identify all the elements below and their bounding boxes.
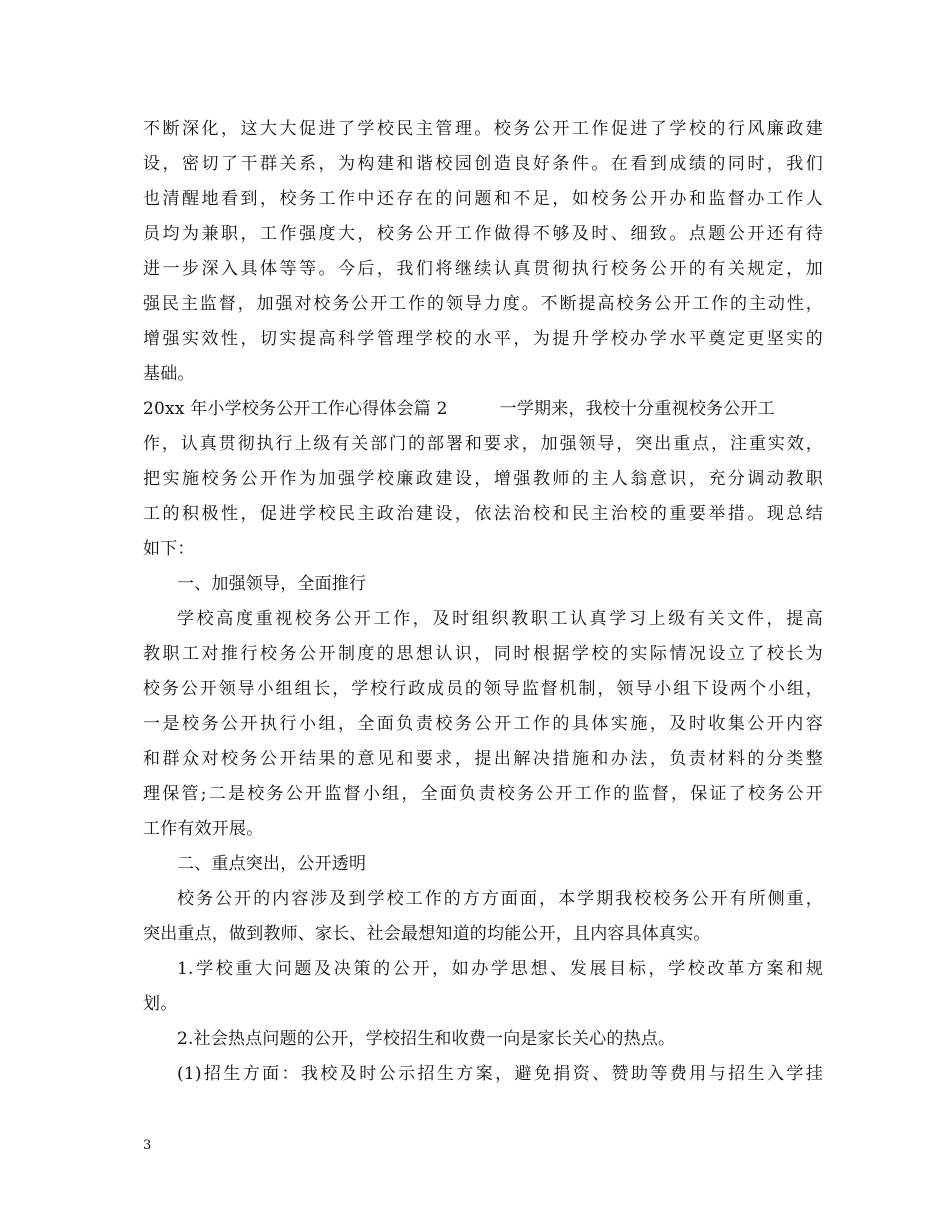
text-line: 二、重点突出，公开透明 bbox=[177, 854, 367, 874]
text-line: 不断深化，这大大促进了学校民主管理。校务公开工作促进了学校的行风廉政建 bbox=[143, 119, 823, 139]
text-line: 基础。 bbox=[143, 364, 195, 384]
text-line: 一、加强领导，全面推行 bbox=[177, 574, 367, 594]
text-line: 一是校务公开执行小组，全面负责校务公开工作的具体实施，及时收集公开内容 bbox=[143, 714, 823, 734]
text-line: 突出重点，做到教师、家长、社会最想知道的均能公开，且内容具体真实。 bbox=[143, 924, 711, 944]
text-line: 把实施校务公开作为加强学校廉政建设，增强教师的主人翁意识，充分调动教职 bbox=[143, 469, 823, 489]
text-line: 也清醒地看到，校务工作中还存在的问题和不足，如校务公开办和监督办工作人 bbox=[143, 189, 823, 209]
text-line: 设，密切了干群关系，为构建和谐校园创造良好条件。在看到成绩的同时，我们 bbox=[143, 154, 823, 174]
text-line: 和群众对校务公开结果的意见和要求，提出解决措施和办法，负责材料的分类整 bbox=[143, 749, 823, 769]
text-line: (1)招生方面：我校及时公示招生方案，避免捐资、赞助等费用与招生入学挂 bbox=[177, 1064, 823, 1084]
section-title: 20xx 年小学校务公开工作心得体会篇 2 bbox=[143, 399, 448, 419]
text-line: 进一步深入具体等等。今后，我们将继续认真贯彻执行校务公开的有关规定，加 bbox=[143, 259, 823, 279]
paragraph-continued bbox=[143, 112, 823, 392]
text-line: 1.学校重大问题及决策的公开，如办学思想、发展目标，学校改革方案和规 bbox=[177, 959, 823, 979]
section-line bbox=[143, 392, 823, 427]
text-line: 如下： bbox=[143, 539, 195, 559]
text-line: 增强实效性，切实提高科学管理学校的水平，为提升学校办学水平奠定更坚实的 bbox=[143, 329, 823, 349]
text-line: 划。 bbox=[143, 994, 178, 1014]
document-body bbox=[143, 112, 823, 1092]
text-line: 理保管;二是校务公开监督小组，全面负责校务公开工作的监督，保证了校务公开 bbox=[143, 784, 823, 804]
text-line: 作，认真贯彻执行上级有关部门的部署和要求，加强领导，突出重点，注重实效， bbox=[143, 434, 823, 454]
text-line: 校务公开的内容涉及到学校工作的方方面面，本学期我校校务公开有所侧重， bbox=[177, 889, 823, 909]
text-line: 工作有效开展。 bbox=[143, 819, 264, 839]
section-body bbox=[143, 427, 823, 1092]
text-line: 2.社会热点问题的公开，学校招生和收费一向是家长关心的热点。 bbox=[177, 1029, 676, 1049]
text-line: 学校高度重视校务公开工作，及时组织教职工认真学习上级有关文件，提高 bbox=[177, 609, 823, 629]
page-number: 3 bbox=[143, 1138, 152, 1153]
section-intro-text: 一学期来，我校十分重视校务公开工 bbox=[499, 399, 775, 419]
text-line: 教职工对推行校务公开制度的思想认识，同时根据学校的实际情况设立了校长为 bbox=[143, 644, 823, 664]
text-line: 强民主监督，加强对校务公开工作的领导力度。不断提高校务公开工作的主动性， bbox=[143, 294, 823, 314]
text-line: 校务公开领导小组组长，学校行政成员的领导监督机制，领导小组下设两个小组， bbox=[143, 679, 823, 699]
text-line: 工的积极性，促进学校民主政治建设，依法治校和民主治校的重要举措。现总结 bbox=[143, 504, 823, 524]
text-line: 员均为兼职，工作强度大，校务公开工作做得不够及时、细致。点题公开还有待 bbox=[143, 224, 823, 244]
